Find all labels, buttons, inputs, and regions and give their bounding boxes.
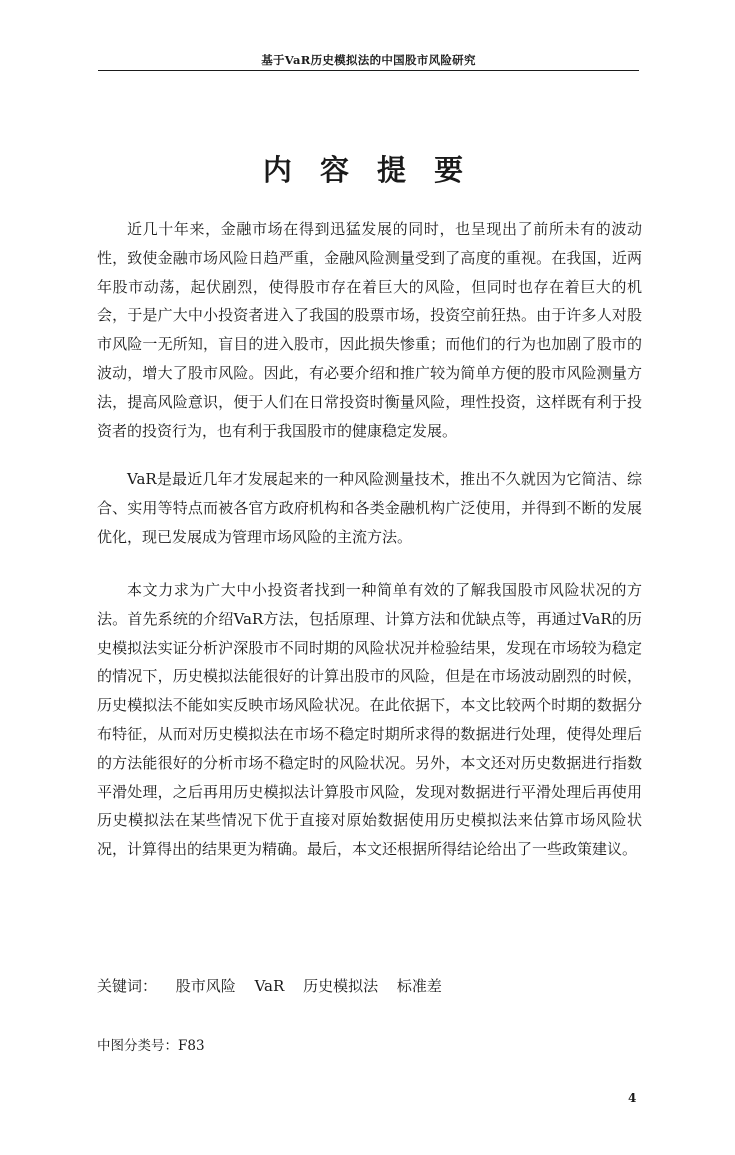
keyword-item: 股市风险 <box>175 977 236 995</box>
keyword-item: 历史模拟法 <box>303 977 379 995</box>
keyword-item: 标准差 <box>396 977 442 995</box>
abstract-paragraph-3: 本文力求为广大中小投资者找到一种简单有效的了解我国股市风险状况的方法。首先系统的介绍VaR方法，包括原理、计算方法和优缺点等，再通过VaR的历史模拟法实证分析沪深股市不同时期的风险状况并检验结果，发现在市场较为稳定的情况下，历史模拟法能很好的计算出股市的风险，但是在市场波动剧烈的时候，历史模拟法不能如实反映市场风险状况。在此依据下，本文比较两个时期的数据分布特征，从而对历史模拟法在市场不稳定时期所求得的数据进行处理，使得处理后的方法能很好的分析市场不稳定时的风险状况。另外，本文还对历史数据进行指数平滑处理，之后再用历史模拟法计算股市风险，发现对数据进行平滑处理后再使用历史模拟法在某些情况下优于直接对原始数据使用历史模拟法来估算市场风险状况，计算得出的结果更为精确。最后，本文还根据所得结论给出了一些政策建议。 <box>97 581 642 859</box>
page-title: 内 容 提 要 <box>262 153 473 187</box>
classification-number: 中图分类号：F83 <box>97 1038 205 1054</box>
abstract-paragraph-1: 近几十年来，金融市场在得到迅猛发展的同时，也呈现出了前所未有的波动性，致使金融市场风险日趋严重，金融风险测量受到了高度的重视。在我国，近两年股市动荡，起伏剧烈，使得股市存在着巨大的风险，但同时也存在着巨大的机会，于是广大中小投资者进入了我国的股票市场，投资空前狂热。由于许多人对股市风险一无所知，盲目的进入股市，因此损失惨重；而他们的行为也加剧了股市的波动，增大了股市风险。因此，有必要介绍和推广较为简单方便的股市风险测量方法，提高风险意识，便于人们在日常投资时衡量风险，理性投资，这样既有利于投资者的投资行为，也有利于我国股市的健康稳定发展。 <box>97 220 642 440</box>
running-header: 基于VaR历史模拟法的中国股市风险研究 <box>261 53 476 67</box>
keywords-line <box>97 975 456 996</box>
page-number: 4 <box>628 1091 637 1105</box>
keywords-label: 关键词： <box>97 977 158 995</box>
header-rule <box>98 70 639 71</box>
keyword-item: VaR <box>254 977 285 995</box>
abstract-paragraph-2: VaR是最近几年才发展起来的一种风险测量技术，推出不久就因为它简洁、综合、实用等特点而被各官方政府机构和各类金融机构广泛使用，并得到不断的发展优化，现已发展成为管理市场风险的主流方法。 <box>97 470 642 546</box>
